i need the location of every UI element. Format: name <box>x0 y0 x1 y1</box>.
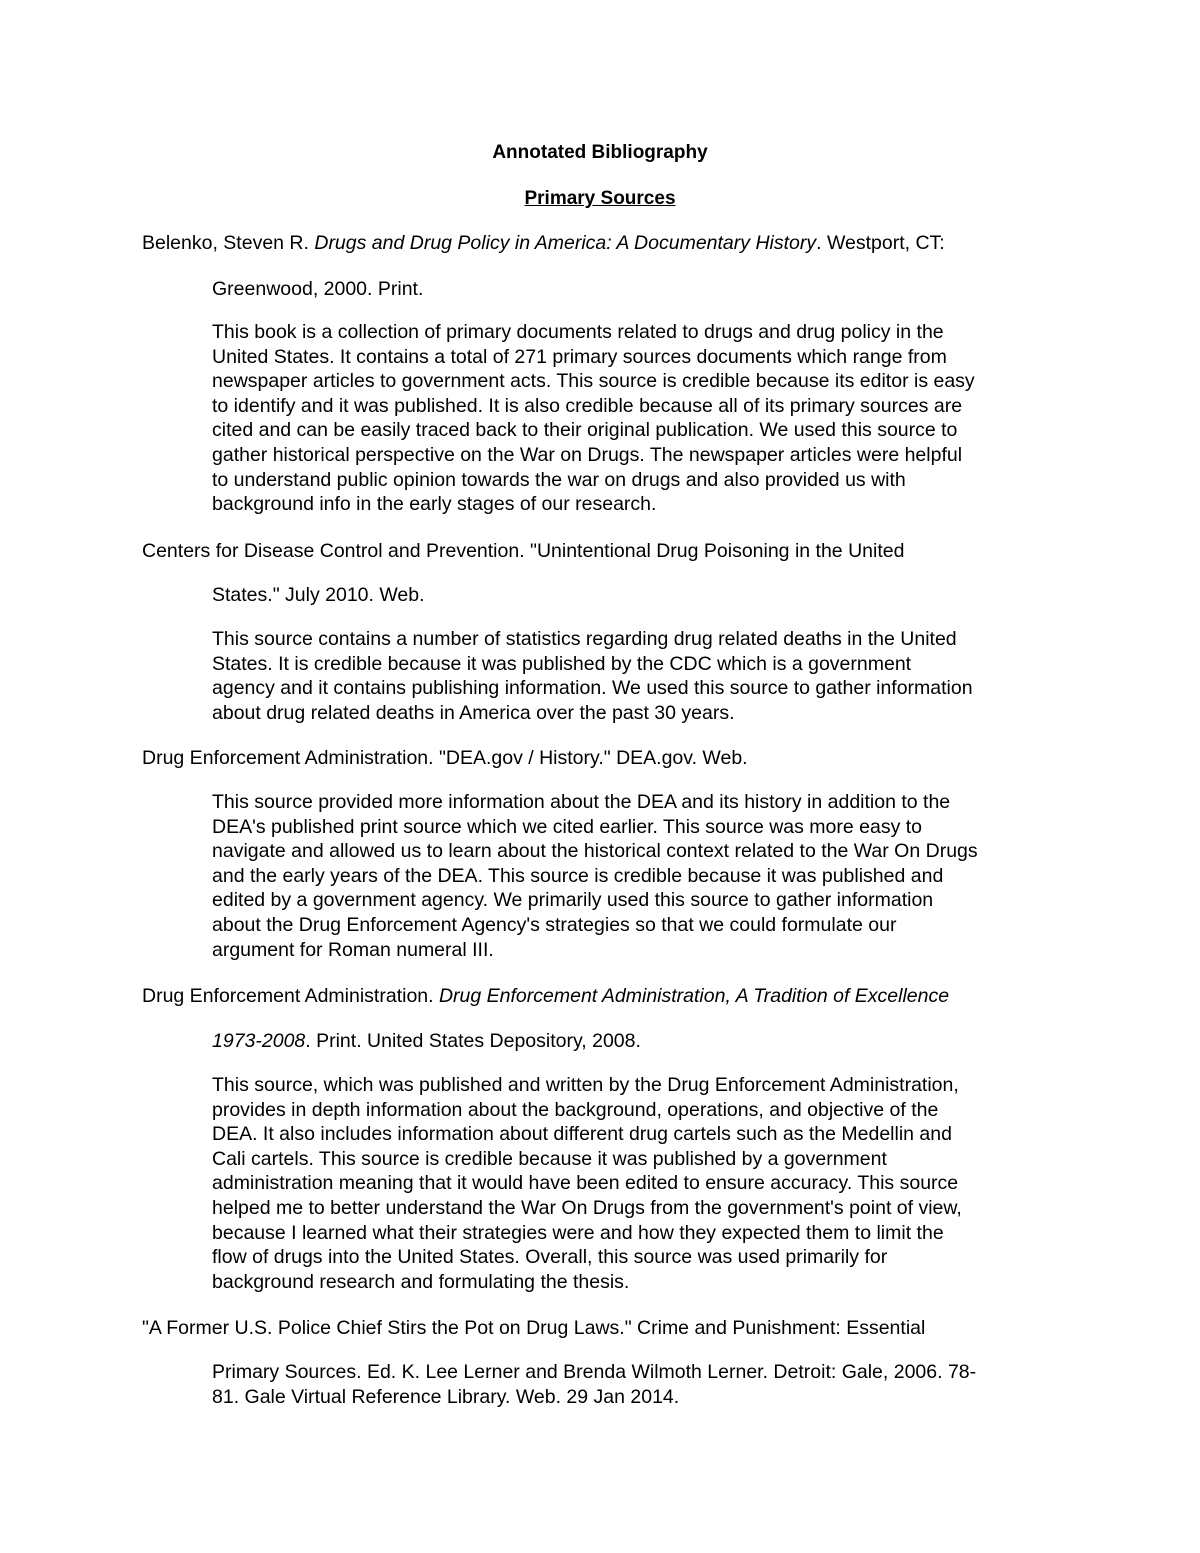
entry-4-citation <box>142 984 949 1009</box>
entry-4-annotation <box>212 1073 1072 1294</box>
entry-1-citation <box>142 231 945 256</box>
entry-1-book-title: Drugs and Drug Policy in America: A Documentary History <box>314 232 817 254</box>
annotation-line: edited by a government agency. We primarily used this source to gather information <box>212 889 934 912</box>
annotation-line: agency and it contains publishing information. We used this source to gather information <box>212 677 973 700</box>
annotation-line: This book is a collection of primary documents related to drugs and drug policy in the <box>212 321 944 343</box>
annotation-line: This source, which was published and written by the Drug Enforcement Administration, <box>212 1074 959 1096</box>
entry-1-annotation <box>212 320 1072 517</box>
citation-cont-line: Primary Sources. Ed. K. Lee Lerner and Brenda Wilmoth Lerner. Detroit: Gale, 2006. 78- <box>212 1361 977 1383</box>
annotation-line: cited and can be easily traced back to their original publication. We used this source to <box>212 419 958 442</box>
document-title: Annotated Bibliography <box>492 142 708 163</box>
annotation-line: This source contains a number of statistics regarding drug related deaths in the United <box>212 628 957 650</box>
entry-5-citation: "A Former U.S. Police Chief Stirs the Pot on Drug Laws." Crime and Punishment: Essential <box>142 1317 926 1339</box>
annotation-line: newspaper articles to government acts. This source is credible because its editor is easy <box>212 370 975 393</box>
annotation-line: background research and formulating the thesis. <box>212 1270 630 1293</box>
entry-3-annotation <box>212 790 1072 962</box>
annotation-line: This source provided more information about the DEA and its history in addition to the <box>212 791 951 813</box>
citation-cont-line: 81. Gale Virtual Reference Library. Web. 29 Jan 2014. <box>212 1385 680 1408</box>
entry-2-annotation <box>212 627 1072 725</box>
annotation-line: administration meaning that it would have been edited to ensure accuracy. This source <box>212 1172 959 1195</box>
entry-4-book-title-cont: 1973-2008 <box>212 1030 306 1052</box>
entry-1-publisher-place: . Westport, CT: <box>816 232 945 254</box>
annotation-line: navigate and allowed us to learn about the historical context related to the War On Drugs <box>212 840 978 863</box>
entry-4-citation-cont <box>212 1029 641 1054</box>
annotation-line: about drug related deaths in America over the past 30 years. <box>212 701 735 724</box>
annotation-line: gather historical perspective on the War on Drugs. The newspaper articles were helpful <box>212 443 963 466</box>
entry-4-book-title: Drug Enforcement Administration, A Tradition of Excellence <box>438 985 950 1007</box>
annotation-line: to understand public opinion towards the war on drugs and also provided us with <box>212 468 906 491</box>
entry-2-citation: Centers for Disease Control and Prevention. "Unintentional Drug Poisoning in the United <box>142 540 905 562</box>
annotation-line: background info in the early stages of our research. <box>212 493 657 516</box>
annotation-line: to identify and it was published. It is also credible because all of its primary sources are <box>212 394 963 417</box>
annotation-line: about the Drug Enforcement Agency's strategies so that we could formulate our <box>212 913 897 936</box>
entry-1-citation-cont: Greenwood, 2000. Print. <box>212 278 424 300</box>
annotation-line: argument for Roman numeral III. <box>212 938 494 961</box>
annotation-line: because I learned what their strategies were and how they expected them to limit the <box>212 1221 944 1244</box>
annotation-line: and the early years of the DEA. This source is credible because it was published and <box>212 864 944 887</box>
section-title: Primary Sources <box>524 188 676 209</box>
entry-4-publisher: . Print. United States Depository, 2008. <box>305 1030 641 1052</box>
entry-4-author: Drug Enforcement Administration. <box>142 985 439 1007</box>
annotation-line: provides in depth information about the background, operations, and objective of the <box>212 1098 939 1121</box>
entry-1-author: Belenko, Steven R. <box>142 232 315 254</box>
annotation-line: DEA's published print source which we cited earlier. This source was more easy to <box>212 815 923 838</box>
entry-3-citation: Drug Enforcement Administration. "DEA.gov / History." DEA.gov. Web. <box>142 747 748 769</box>
annotation-line: DEA. It also includes information about different drug cartels such as the Medellin and <box>212 1123 952 1146</box>
annotation-line: flow of drugs into the United States. Overall, this source was used primarily for <box>212 1246 888 1269</box>
entry-2-citation-cont: States." July 2010. Web. <box>212 584 425 606</box>
annotation-line: Cali cartels. This source is credible because it was published by a government <box>212 1147 887 1170</box>
annotation-line: helped me to better understand the War On Drugs from the government's point of view, <box>212 1196 962 1219</box>
annotation-line: United States. It contains a total of 271 primary sources documents which range from <box>212 345 947 368</box>
annotation-line: States. It is credible because it was published by the CDC which is a government <box>212 652 912 675</box>
entry-5-citation-cont <box>212 1360 1072 1409</box>
